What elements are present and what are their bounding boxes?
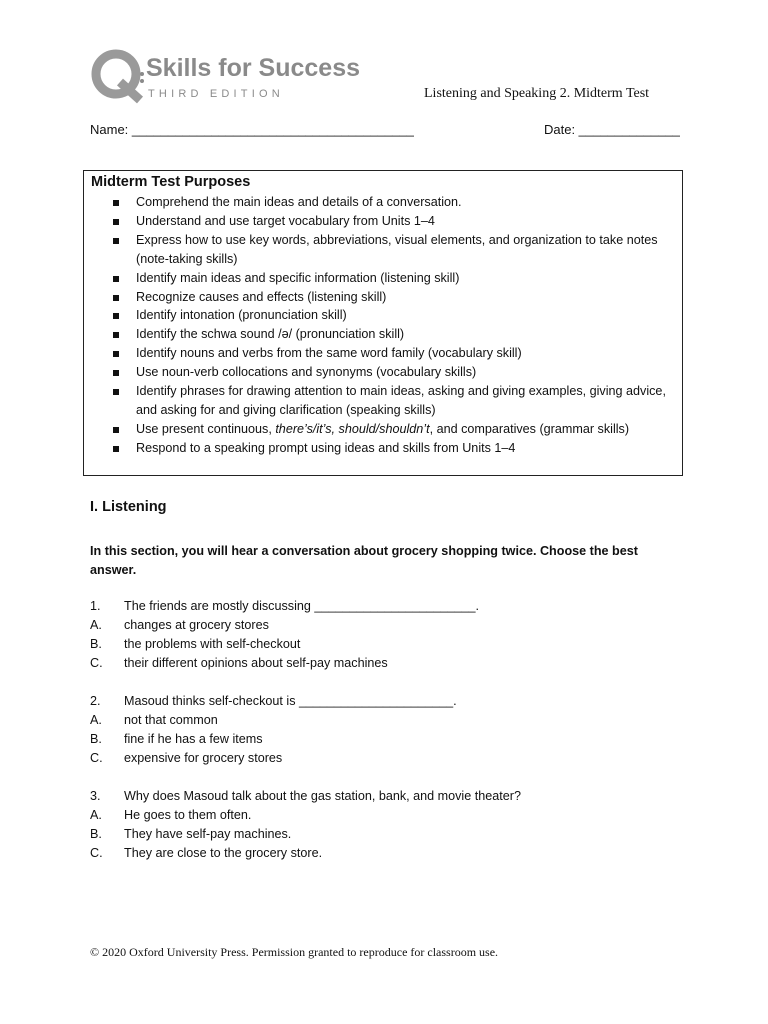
purpose-item — [84, 231, 680, 269]
option-text: expensive for grocery stores — [124, 751, 283, 765]
bullet-icon — [113, 389, 119, 395]
bullet-icon — [113, 446, 119, 452]
bullet-icon — [113, 200, 119, 206]
purpose-item — [84, 439, 680, 458]
option-letter: B. — [90, 827, 102, 841]
purpose-item — [84, 288, 680, 307]
purpose-text: Identify main ideas and specific information (listening skill) — [136, 270, 460, 285]
answer-option[interactable] — [90, 616, 690, 635]
bullet-icon — [113, 332, 119, 338]
question-number: 2. — [90, 694, 101, 708]
question-item — [90, 597, 690, 673]
bullet-icon — [113, 427, 119, 433]
question-stem — [90, 597, 690, 616]
purpose-item — [84, 382, 680, 420]
option-letter: B. — [90, 637, 102, 651]
section-heading: I. Listening — [90, 499, 167, 515]
purpose-item — [84, 420, 680, 439]
purpose-text: Use noun-verb collocations and synonyms (vocabulary skills) — [136, 365, 477, 380]
purposes-box — [83, 170, 683, 476]
option-letter: C. — [90, 656, 103, 670]
answer-option[interactable] — [90, 844, 690, 863]
purpose-item — [84, 363, 680, 382]
name-field: Name: _______________________________________ — [90, 122, 414, 137]
purposes-title: Midterm Test Purposes — [91, 174, 251, 190]
test-title: Listening and Speaking 2. Midterm Test — [424, 86, 650, 101]
bullet-icon — [113, 351, 119, 357]
bullet-icon — [113, 276, 119, 282]
q-logo-icon — [90, 48, 146, 104]
purpose-item — [84, 306, 680, 325]
option-text: They are close to the grocery store. — [124, 846, 323, 860]
purpose-text: Express how to use key words, abbreviations, visual elements, and organization to take notes (note-taking skills) — [136, 232, 658, 266]
purpose-text: Respond to a speaking prompt using ideas and skills from Units 1–4 — [136, 440, 516, 455]
purpose-text: Identify phrases for drawing attention to main ideas, asking and giving examples, giving advice, and asking for and giving clarification (speaking skills) — [136, 384, 666, 417]
question-item — [90, 787, 690, 863]
option-text: fine if he has a few items — [124, 732, 263, 746]
bullet-icon — [113, 219, 119, 225]
purposes-list — [84, 193, 680, 458]
option-text: They have self-pay machines. — [124, 827, 292, 841]
brand-title: Skills for Success — [146, 54, 361, 82]
question-text: Why does Masoud talk about the gas station, bank, and movie theater? — [124, 789, 521, 803]
option-letter: A. — [90, 808, 102, 822]
purpose-text-italic: there’s/it’s, should/shouldn’t — [275, 421, 430, 436]
bullet-icon — [113, 238, 119, 244]
bullet-icon — [113, 313, 119, 319]
purpose-text: Identify the schwa sound /ə/ (pronunciation skill) — [136, 327, 405, 342]
answer-option[interactable] — [90, 825, 690, 844]
brand-logo — [90, 48, 361, 106]
purpose-item — [84, 212, 680, 231]
question-stem — [90, 787, 690, 806]
purpose-text: Recognize causes and effects (listening skill) — [136, 289, 387, 304]
question-number: 3. — [90, 789, 101, 803]
answer-option[interactable] — [90, 711, 690, 730]
option-letter: C. — [90, 751, 103, 765]
question-text: Masoud thinks self-checkout is ______________________. — [124, 694, 457, 708]
date-field: Date: ______________ — [544, 122, 680, 137]
option-letter: B. — [90, 732, 102, 746]
question-number: 1. — [90, 599, 101, 613]
purpose-text: Understand and use target vocabulary from Units 1–4 — [136, 213, 435, 228]
answer-option[interactable] — [90, 806, 690, 825]
option-text: changes at grocery stores — [124, 618, 269, 632]
footer-copyright: © 2020 Oxford University Press. Permission granted to reproduce for classroom use. — [90, 945, 499, 959]
purpose-item — [84, 193, 680, 212]
answer-option[interactable] — [90, 635, 690, 654]
answer-option[interactable] — [90, 730, 690, 749]
option-text: the problems with self-checkout — [124, 637, 301, 651]
purpose-text: Identify intonation (pronunciation skill) — [136, 308, 347, 323]
option-letter: C. — [90, 846, 103, 860]
purpose-text: Comprehend the main ideas and details of a conversation. — [136, 195, 462, 209]
option-letter: A. — [90, 713, 102, 727]
purpose-text: Identify nouns and verbs from the same word family (vocabulary skill) — [136, 346, 522, 361]
purpose-text-pre: Use present continuous, — [136, 421, 276, 436]
question-text: The friends are mostly discussing _______________________. — [124, 599, 479, 613]
question-item — [90, 692, 690, 768]
brand-edition: THIRD EDITION — [148, 88, 284, 100]
option-letter: A. — [90, 618, 102, 632]
question-stem — [90, 692, 690, 711]
purpose-item — [84, 325, 680, 344]
purpose-item — [84, 344, 680, 363]
option-text: not that common — [124, 713, 218, 727]
purpose-text-post: , and comparatives (grammar skills) — [429, 421, 630, 436]
answer-option[interactable] — [90, 749, 690, 768]
option-text: He goes to them often. — [124, 808, 252, 822]
option-text: their different opinions about self-pay machines — [124, 656, 388, 670]
section-instructions: In this section, you will hear a conversation about grocery shopping twice. Choose the best answer. — [90, 544, 638, 577]
purpose-item — [84, 269, 680, 288]
bullet-icon — [113, 370, 119, 376]
answer-option[interactable] — [90, 654, 690, 673]
bullet-icon — [113, 295, 119, 301]
